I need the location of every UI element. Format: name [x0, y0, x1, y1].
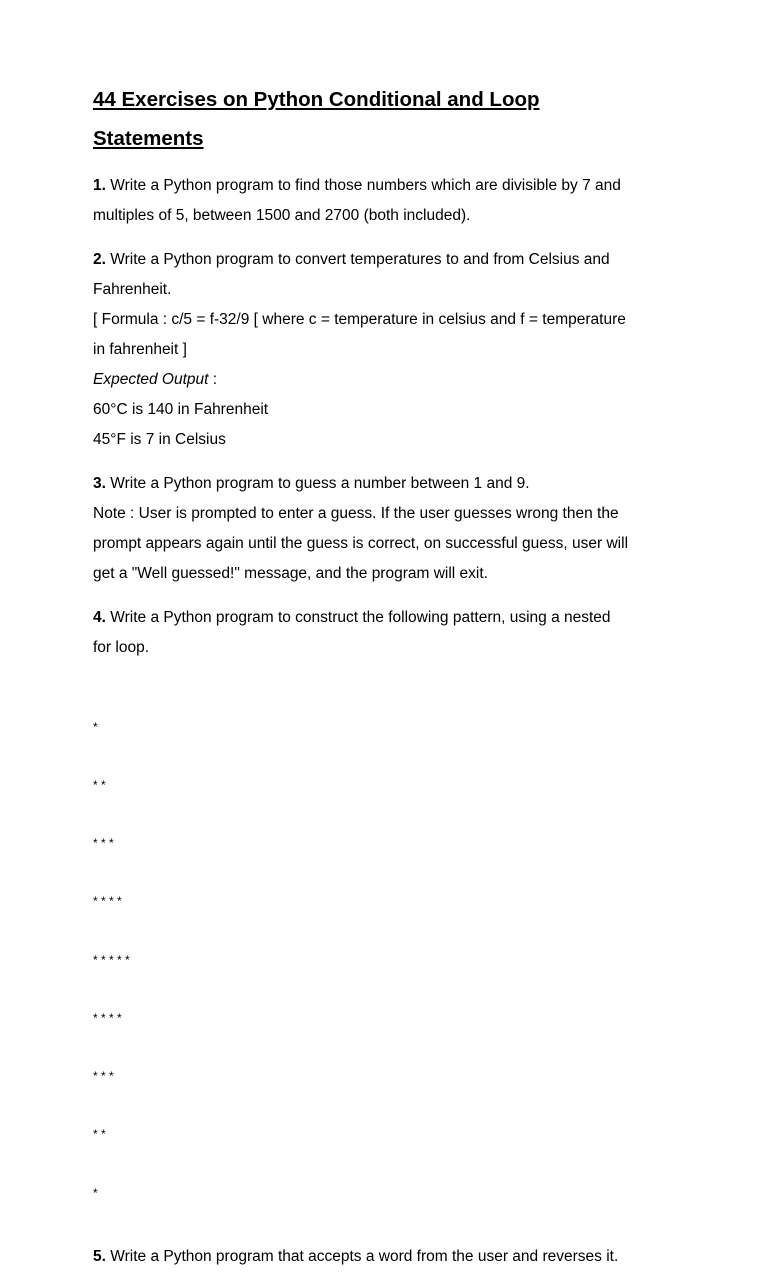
spacer	[93, 589, 683, 603]
expected-output-label-line	[93, 365, 683, 395]
exercise-5-text-1: Write a Python program that accepts a word from the user and reverses it.	[110, 1247, 619, 1265]
exercise-2-line-2: Fahrenheit.	[93, 281, 172, 298]
exercise-2-number: 2.	[93, 251, 106, 268]
expected-output-separator: :	[208, 371, 218, 388]
pattern-row: * * * *	[93, 1010, 122, 1025]
document-title	[93, 80, 683, 158]
exercise-5-line-1	[93, 1242, 683, 1272]
pattern-row: * *	[93, 778, 106, 793]
exercise-2-line-4: in fahrenheit ]	[93, 341, 187, 358]
exercise-1	[93, 171, 683, 231]
exercise-2-line-3: [ Formula : c/5 = f-32/9 [ where c = temperature in celsius and f = temperature	[93, 311, 626, 328]
exercise-5	[93, 1242, 683, 1272]
exercise-5-number: 5.	[93, 1247, 106, 1265]
exercise-4-line-2: for loop.	[93, 639, 150, 656]
star-pattern	[93, 679, 683, 1242]
title-line-2: Statements	[93, 127, 204, 150]
expected-output-2: 45°F is 7 in Celsius	[93, 431, 226, 448]
exercise-3-text-1: Write a Python program to guess a number between 1 and 9.	[110, 475, 530, 492]
exercise-4	[93, 603, 683, 1242]
pattern-row: *	[93, 719, 98, 734]
exercise-3-number: 3.	[93, 475, 106, 492]
exercise-2-line-1	[93, 245, 683, 275]
exercise-2	[93, 245, 683, 455]
exercise-1-text-1: Write a Python program to find those numbers which are divisible by 7 and	[110, 177, 621, 194]
pattern-row: * * * * *	[93, 952, 130, 967]
title-line-1: 44 Exercises on Python Conditional and Loop	[93, 88, 540, 111]
exercise-4-text-1: Write a Python program to construct the following pattern, using a nested	[110, 609, 611, 626]
exercise-1-line-1	[93, 171, 683, 201]
pattern-row: * * *	[93, 1069, 114, 1084]
expected-output-label: Expected Output	[93, 371, 209, 388]
pattern-row: * * * *	[93, 894, 122, 909]
exercise-1-line-2: multiples of 5, between 1500 and 2700 (both included).	[93, 207, 471, 224]
exercise-3-line-1	[93, 469, 683, 499]
exercise-1-number: 1.	[93, 177, 106, 194]
document-page	[93, 80, 683, 1272]
exercise-3-line-2: Note : User is prompted to enter a guess. If the user guesses wrong then the	[93, 505, 619, 522]
exercise-4-line-1	[93, 603, 683, 633]
spacer	[93, 455, 683, 469]
expected-output-1: 60°C is 140 in Fahrenheit	[93, 401, 269, 418]
pattern-row: * *	[93, 1127, 106, 1142]
exercise-3	[93, 469, 683, 589]
pattern-row: * * *	[93, 836, 114, 851]
exercise-4-number: 4.	[93, 609, 106, 626]
exercise-3-line-4: get a "Well guessed!" message, and the program will exit.	[93, 565, 488, 582]
pattern-row: *	[93, 1185, 98, 1200]
exercise-3-line-3: prompt appears again until the guess is correct, on successful guess, user will	[93, 535, 629, 552]
spacer	[93, 231, 683, 245]
exercise-2-text-1: Write a Python program to convert temperatures to and from Celsius and	[110, 251, 610, 268]
